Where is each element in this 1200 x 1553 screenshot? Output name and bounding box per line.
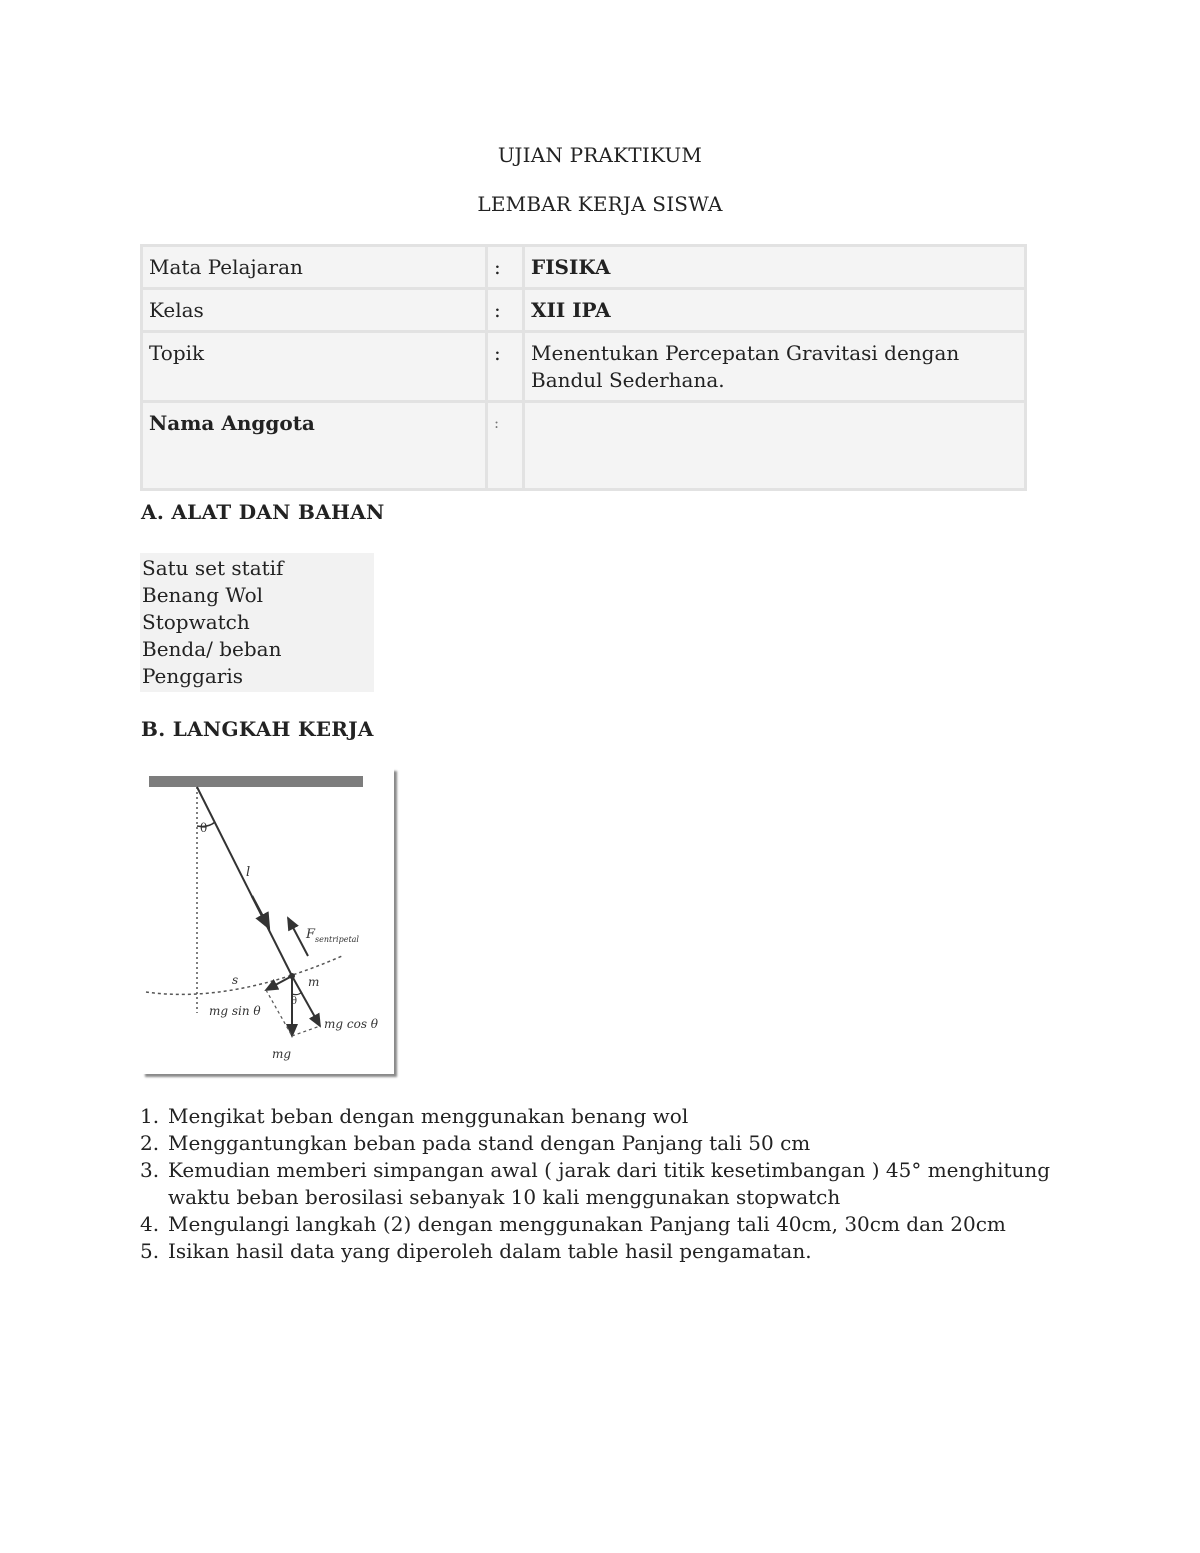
info-value-members[interactable]: [524, 402, 1026, 490]
list-item: [140, 1130, 1060, 1157]
mg-sin-arrow: [266, 976, 292, 990]
info-label: Mata Pelajaran: [142, 246, 487, 289]
info-colon: :: [487, 402, 524, 490]
list-item: Stopwatch: [142, 610, 250, 634]
info-row-class: [142, 289, 1026, 332]
document-title: UJIAN PRAKTIKUM: [497, 143, 703, 167]
dashed-component: [266, 990, 292, 1036]
label-mg: mg: [272, 1047, 292, 1061]
list-item: Satu set statif: [142, 556, 284, 580]
list-item: [140, 1238, 1060, 1265]
label-force-sub: sentripetal: [315, 935, 359, 944]
materials-list: [140, 553, 374, 692]
step-number: 2.: [140, 1131, 160, 1155]
info-colon: :: [487, 246, 524, 289]
list-item: Benang Wol: [142, 583, 264, 607]
label-mg-cos: mg cos θ: [324, 1017, 379, 1031]
steps-list: [140, 1103, 1060, 1265]
info-label: Topik: [142, 332, 487, 402]
label-mg-sin: mg sin θ: [209, 1004, 261, 1018]
info-value: XII IPA: [524, 289, 1026, 332]
pendulum-figure: [142, 768, 394, 1074]
list-item: [140, 1211, 1060, 1238]
pendulum-diagram: [142, 768, 394, 1074]
info-value: FISIKA: [524, 246, 1026, 289]
label-theta-top: θ: [200, 821, 208, 835]
label-force: F: [306, 927, 316, 942]
info-label: Kelas: [142, 289, 487, 332]
info-row-members: [142, 402, 1026, 490]
label-arc: s: [232, 973, 239, 987]
label-mass: m: [308, 975, 320, 989]
info-value: Menentukan Percepatan Gravitasi dengan Bandul Sederhana.: [524, 332, 1026, 402]
list-item: Penggaris: [142, 664, 244, 688]
info-row-subject: [142, 246, 1026, 289]
pendulum-string: [197, 787, 292, 976]
step-number: 3.: [140, 1158, 160, 1182]
info-row-topic: [142, 332, 1026, 402]
centripetal-arrow: [288, 918, 308, 956]
tension-arrow: [252, 896, 269, 928]
ceiling-bar: [149, 776, 363, 787]
label-theta-mass: θ: [291, 996, 298, 1007]
label-length: l: [246, 865, 251, 880]
step-text: Mengikat beban dengan menggunakan benang wol: [168, 1104, 689, 1128]
pendulum-mass: [289, 973, 295, 979]
step-text: Menggantungkan beban pada stand dengan Panjang tali 50 cm: [168, 1131, 811, 1155]
section-b-heading: B. LANGKAH KERJA: [141, 717, 374, 741]
info-colon: :: [487, 332, 524, 402]
step-text: Mengulangi langkah (2) dengan menggunakan Panjang tali 40cm, 30cm dan 20cm: [168, 1212, 1006, 1236]
step-number: 1.: [140, 1104, 160, 1128]
step-number: 5.: [140, 1239, 160, 1263]
step-number: 4.: [140, 1212, 160, 1236]
list-item: [140, 1103, 1060, 1130]
info-table: [140, 244, 1027, 491]
step-text: Isikan hasil data yang diperoleh dalam table hasil pengamatan.: [168, 1239, 812, 1263]
step-text: Kemudian memberi simpangan awal ( jarak dari titik kesetimbangan ) 45° menghitung waktu beban berosilasi sebanyak 10 kali menggunakan stopwatch: [168, 1158, 1051, 1209]
list-item: Benda/ beban: [142, 637, 282, 661]
dashed-component: [292, 1026, 320, 1036]
info-colon: :: [487, 289, 524, 332]
document-subtitle: LEMBAR KERJA SISWA: [477, 192, 723, 216]
list-item: [140, 1157, 1060, 1211]
section-a-heading: A. ALAT DAN BAHAN: [141, 500, 385, 524]
info-label: Nama Anggota: [142, 402, 487, 490]
